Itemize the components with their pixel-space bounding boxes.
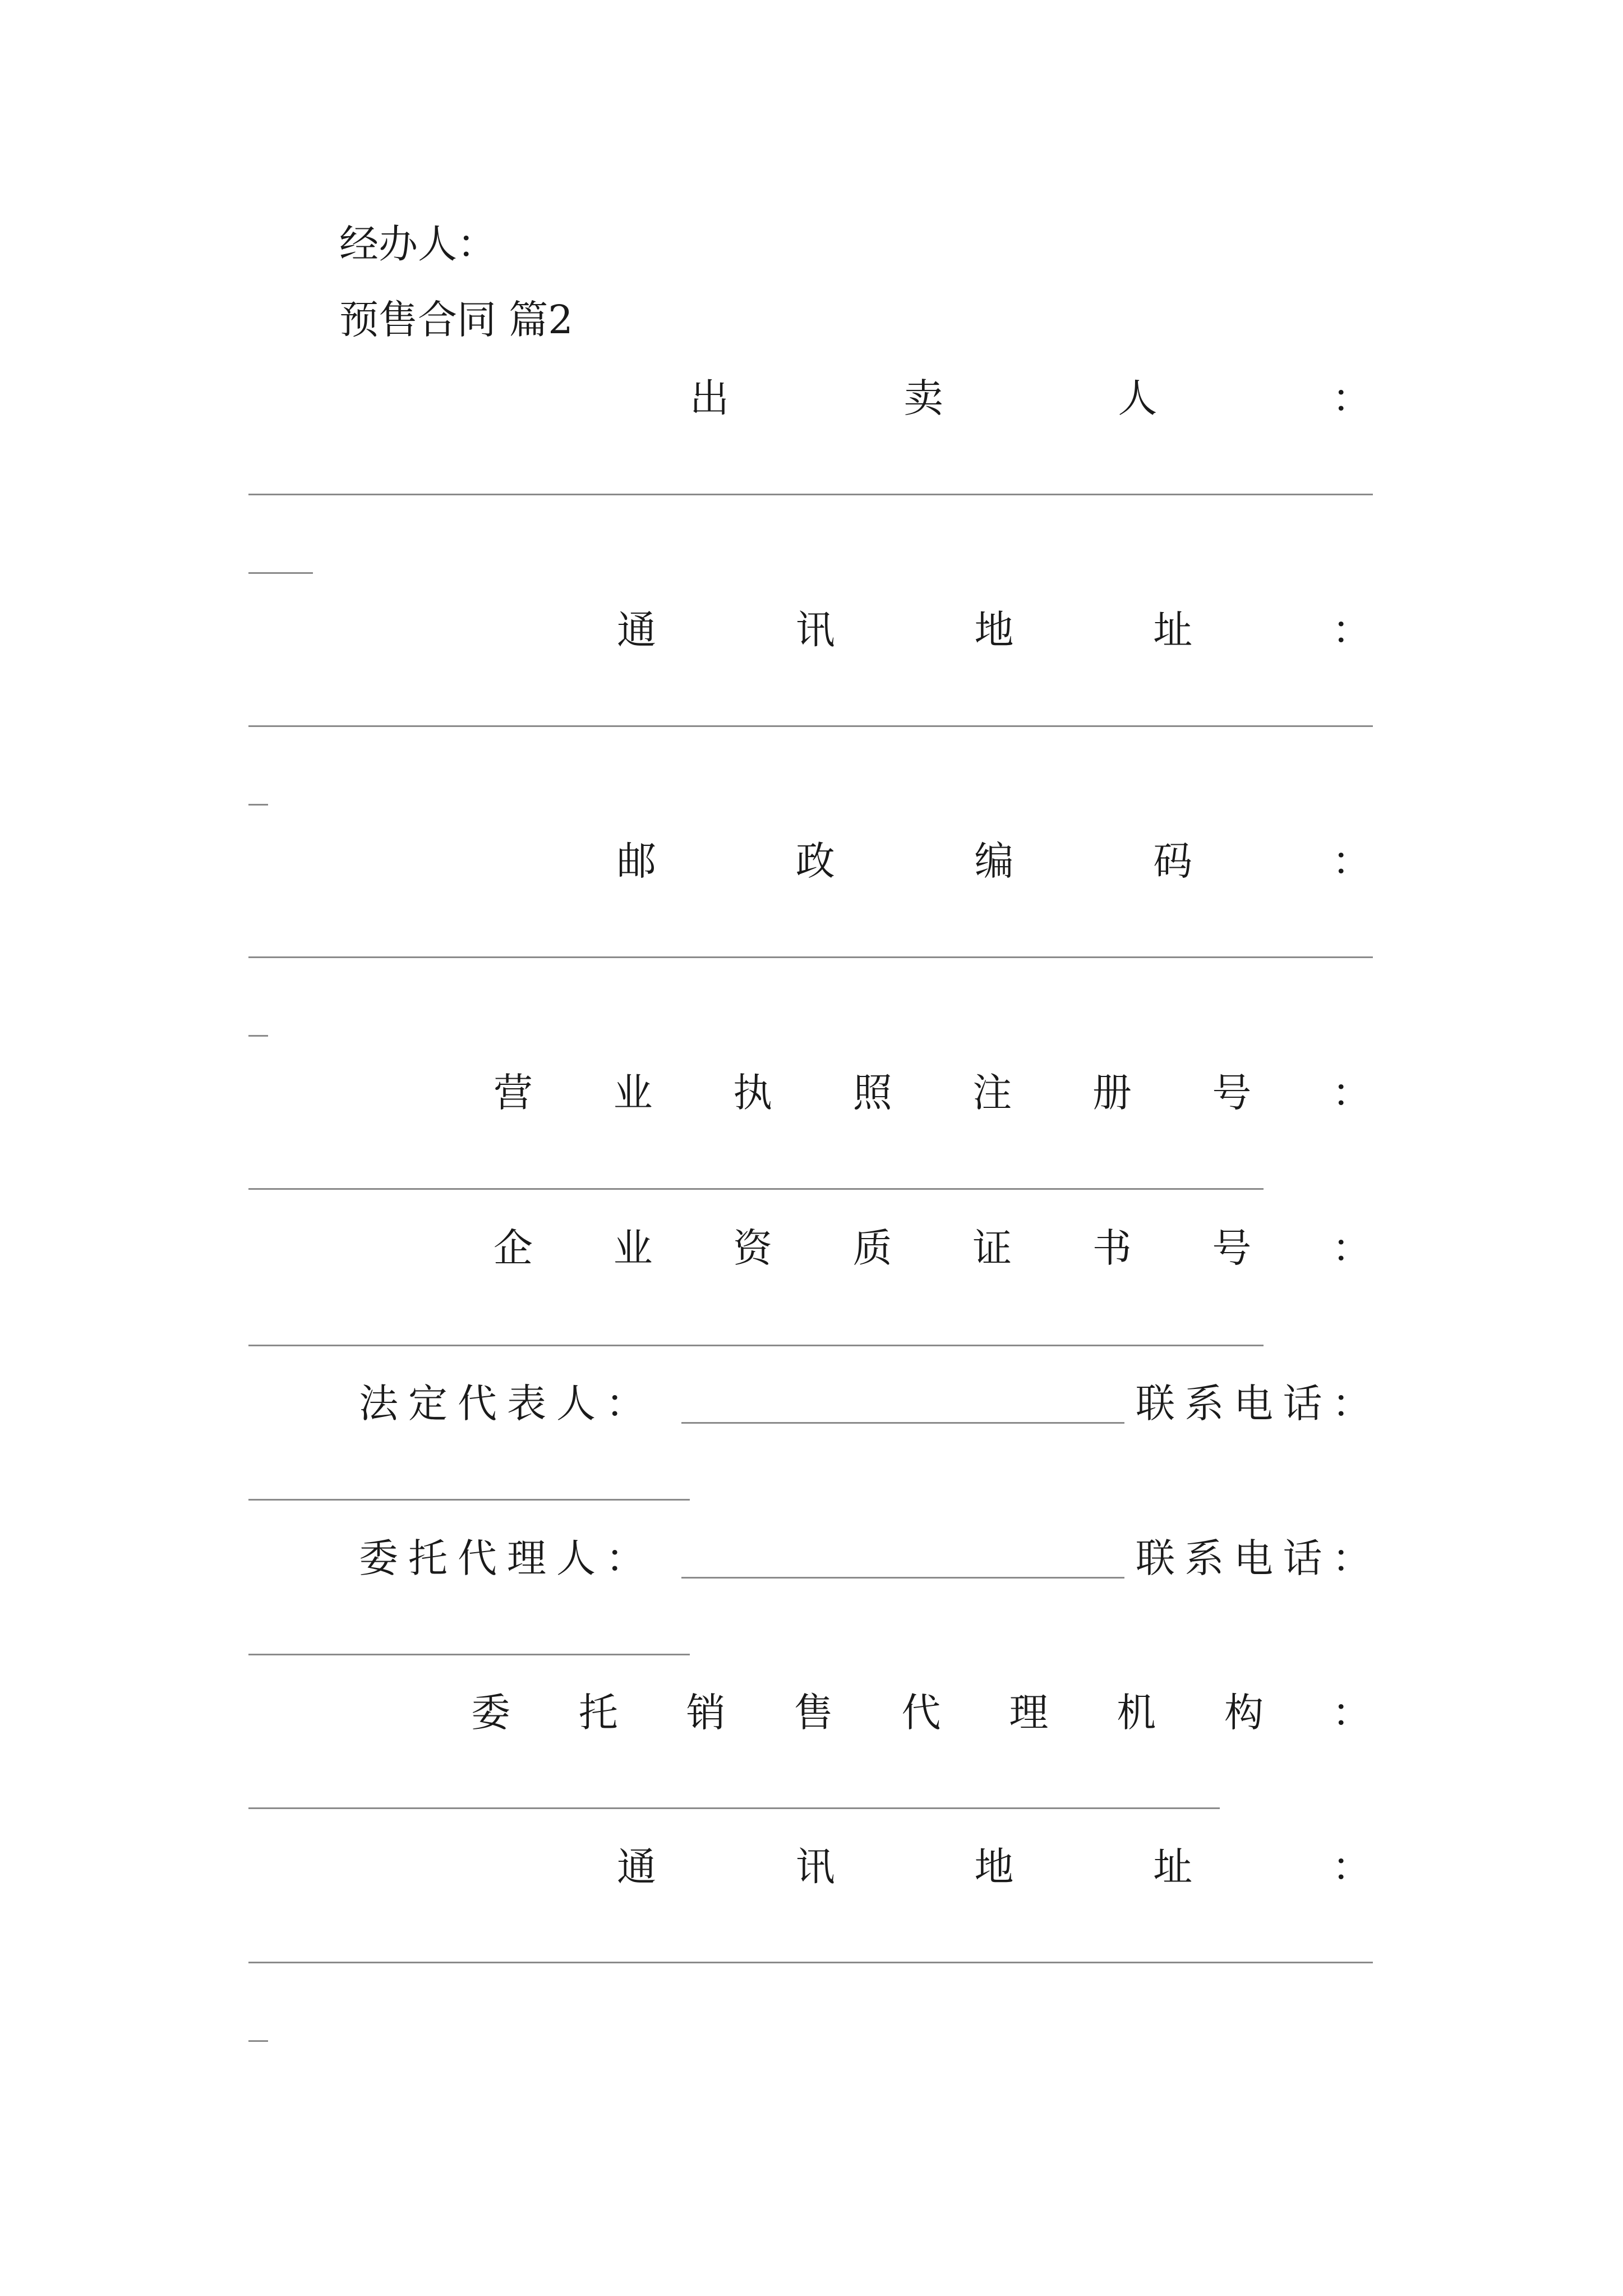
seller-label: 出 卖 人 ：	[690, 375, 1371, 421]
agency-address-line-tail[interactable]	[248, 2040, 268, 2042]
agent-field[interactable]	[681, 1577, 1124, 1579]
legal-rep-field[interactable]	[681, 1422, 1124, 1424]
handler-label: 经办人：	[339, 221, 496, 267]
agency-address-line[interactable]	[248, 1962, 1373, 1963]
seller-qualification-label: 企 业 资 质 证 书 号 ：	[494, 1225, 1371, 1271]
seller-address-line[interactable]	[248, 725, 1373, 727]
seller-postcode-line-tail[interactable]	[248, 1035, 268, 1037]
seller-name-line-tail[interactable]	[248, 572, 313, 574]
seller-qualification-line[interactable]	[248, 1345, 1264, 1346]
seller-license-line[interactable]	[248, 1188, 1264, 1190]
seller-postcode-label: 邮 政 编 码 ：	[617, 838, 1371, 884]
sales-agency-line[interactable]	[248, 1807, 1220, 1809]
legal-rep-phone-line[interactable]	[248, 1499, 690, 1501]
seller-name-line[interactable]	[248, 494, 1373, 495]
agent-phone-line[interactable]	[248, 1654, 690, 1655]
seller-address-label: 通 讯 地 址 ：	[617, 607, 1371, 653]
agent-phone-label: 联 系 电 话 ：	[1136, 1535, 1371, 1581]
seller-address-line-tail[interactable]	[248, 804, 268, 806]
seller-license-label: 营 业 执 照 注 册 号 ：	[494, 1070, 1371, 1116]
legal-rep-label: 法 定 代 表 人 ：	[359, 1381, 645, 1427]
agency-address-label: 通 讯 地 址 ：	[617, 1844, 1371, 1890]
legal-rep-phone-label: 联 系 电 话 ：	[1136, 1381, 1371, 1427]
sales-agency-label: 委 托 销 售 代 理 机 构 ：	[471, 1690, 1371, 1736]
seller-postcode-line[interactable]	[248, 956, 1373, 958]
section-heading: 预售合同 篇2	[339, 297, 573, 343]
agent-label: 委 托 代 理 人 ：	[359, 1535, 645, 1581]
